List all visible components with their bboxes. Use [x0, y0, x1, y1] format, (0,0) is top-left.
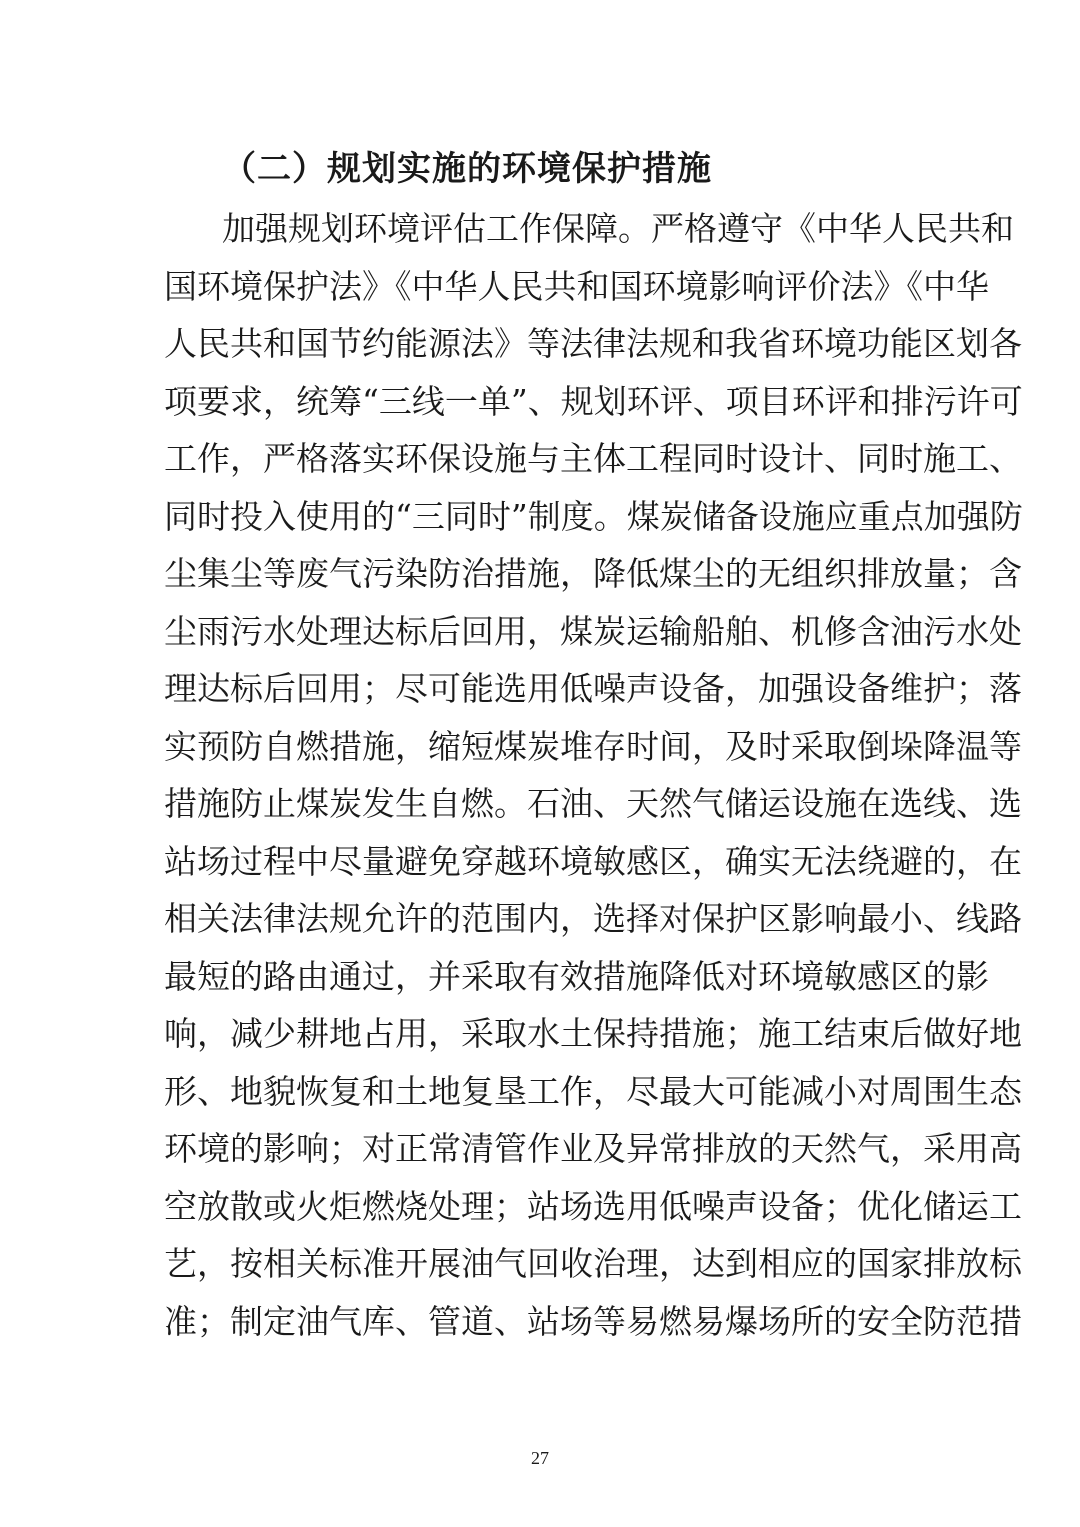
section-heading: （二）规划实施的环境保护措施 — [222, 149, 712, 189]
body-paragraph — [164, 207, 1023, 1357]
text-line: 艺，按相关标准开展油气回收治理，达到相应的国家排放标 — [164, 1244, 1022, 1283]
text-line: 同时投入使用的“三同时”制度。煤炭储备设施应重点加强防 — [164, 496, 1023, 536]
text-line: 空放散或火炬燃烧处理；站场选用低噪声设备；优化储运工 — [164, 1186, 1022, 1226]
text-line: 站场过程中尽量避免穿越环境敏感区，确实无法绕避的，在 — [164, 841, 1022, 881]
page-number: 27 — [531, 1448, 549, 1468]
text-line: 尘集尘等废气污染防治措施，降低煤尘的无组织排放量；含 — [164, 554, 1022, 593]
text-line: 最短的路由通过，并采取有效措施降低对环境敏感区的影 — [164, 956, 989, 996]
text-line: 尘雨污水处理达标后回用，煤炭运输船舶、机修含油污水处 — [164, 611, 1022, 651]
text-line: 准；制定油气库、管道、站场等易燃易爆场所的安全防范措 — [164, 1301, 1022, 1341]
text-line: 国环境保护法》《中华人民共和国环境影响评价法》《中华 — [164, 266, 989, 306]
text-line: 措施防止煤炭发生自燃。石油、天然气储运设施在选线、选 — [164, 784, 1022, 823]
text-line: 加强规划环境评估工作保障。严格遵守《中华人民共和 — [222, 209, 1014, 248]
text-line: 人民共和国节约能源法》等法律法规和我省环境功能区划各 — [164, 324, 1022, 363]
text-line: 形、地貌恢复和土地复垦工作，尽最大可能减小对周围生态 — [164, 1071, 1022, 1111]
text-line: 响，减少耕地占用，采取水土保持措施；施工结束后做好地 — [164, 1014, 1022, 1053]
text-line: 相关法律法规允许的范围内，选择对保护区影响最小、线路 — [164, 899, 1022, 938]
text-line: 环境的影响；对正常清管作业及异常排放的天然气，采用高 — [164, 1129, 1022, 1168]
text-line: 工作，严格落实环保设施与主体工程同时设计、同时施工、 — [164, 439, 1022, 478]
text-line: 实预防自燃措施，缩短煤炭堆存时间，及时采取倒垛降温等 — [164, 726, 1022, 766]
text-line: 项要求，统筹“三线一单”、规划环评、项目环评和排污许可 — [164, 381, 1023, 421]
text-line: 理达标后回用；尽可能选用低噪声设备，加强设备维护；落 — [164, 669, 1022, 708]
